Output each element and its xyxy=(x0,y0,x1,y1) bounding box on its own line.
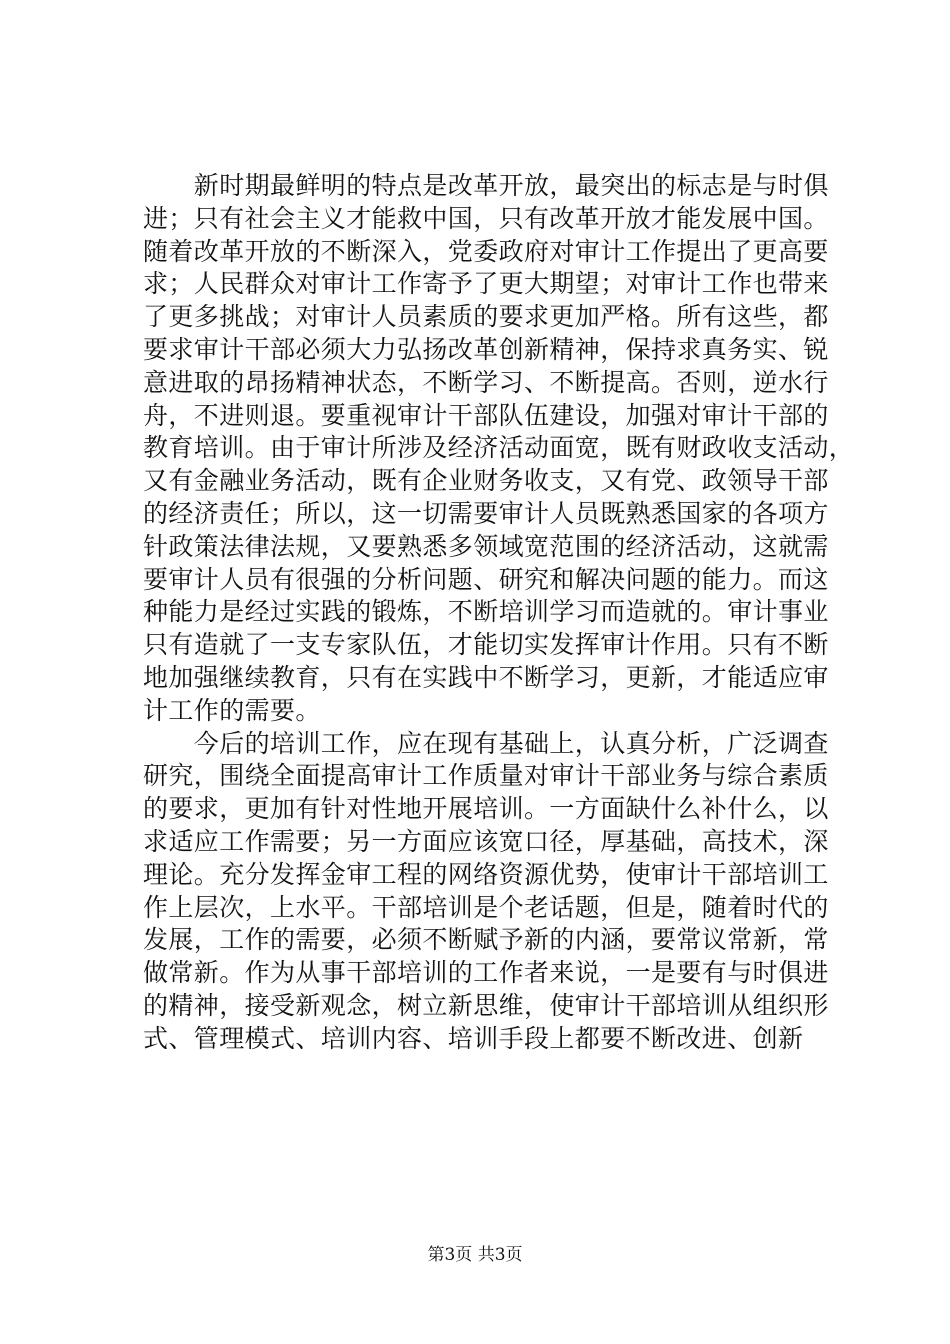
text-line: 要求审计干部必须大力弘扬改革创新精神，保持求真务实、锐 xyxy=(143,334,829,364)
text-line: 的精神，接受新观念，树立新思维，使审计干部培训从组织形 xyxy=(143,990,829,1020)
text-line: 针政策法律法规，又要熟悉多领域宽范围的经济活动，这就需 xyxy=(143,531,829,561)
text-line: 今后的培训工作，应在现有基础上，认真分析，广泛调查 xyxy=(143,728,829,758)
text-line: 新时期最鲜明的特点是改革开放，最突出的标志是与时俱 xyxy=(143,171,829,200)
text-line: 种能力是经过实践的锻炼，不断培训学习而造就的。审计事业 xyxy=(143,597,829,627)
text-line: 舟，不进则退。要重视审计干部队伍建设，加强对审计干部的 xyxy=(143,400,829,430)
text-line: 作上层次，上水平。干部培训是个老话题，但是，随着时代的 xyxy=(143,892,829,922)
text-line: 研究，围绕全面提高审计工作质量对审计干部业务与综合素质 xyxy=(143,761,829,791)
text-line: 计工作的需要。 xyxy=(143,695,321,725)
text-line: 地加强继续教育，只有在实践中不断学习，更新，才能适应审 xyxy=(143,662,829,692)
text-line: 随着改革开放的不断深入，党委政府对审计工作提出了更高要 xyxy=(143,236,829,266)
text-line: 了更多挑战；对审计人员素质的要求更加严格。所有这些，都 xyxy=(143,302,829,332)
text-line: 教育培训。由于审计所涉及经济活动面宽，既有财政收支活动， xyxy=(143,433,855,463)
text-line: 要审计人员有很强的分析问题、研究和解决问题的能力。而这 xyxy=(143,564,829,594)
text-line: 做常新。作为从事干部培训的工作者来说，一是要有与时俱进 xyxy=(143,958,829,988)
text-line: 求；人民群众对审计工作寄予了更大期望；对审计工作也带来 xyxy=(143,269,829,299)
text-line: 式、管理模式、培训内容、培训手段上都要不断改进、创新 xyxy=(143,1023,804,1053)
text-line: 求适应工作需要；另一方面应该宽口径，厚基础，高技术，深 xyxy=(143,826,829,856)
text-line: 进；只有社会主义才能救中国，只有改革开放才能发展中国。 xyxy=(143,203,829,233)
text-line: 只有造就了一支专家队伍，才能切实发挥审计作用。只有不断 xyxy=(143,630,829,660)
text-line: 理论。充分发挥金审工程的网络资源优势，使审计干部培训工 xyxy=(143,859,829,889)
text-line: 意进取的昂扬精神状态，不断学习、不断提高。否则，逆水行 xyxy=(143,367,829,397)
page-footer: 第3页 共3页 xyxy=(427,1245,523,1265)
text-line: 又有金融业务活动，既有企业财务收支，又有党、政领导干部 xyxy=(143,466,829,496)
text-line: 的经济责任；所以，这一切需要审计人员既熟悉国家的各项方 xyxy=(143,498,829,528)
text-line: 发展，工作的需要，必须不断赋予新的内涵，要常议常新，常 xyxy=(143,925,829,955)
body-text xyxy=(143,170,855,1056)
text-line: 的要求，更加有针对性地开展培训。一方面缺什么补什么，以 xyxy=(143,794,829,824)
